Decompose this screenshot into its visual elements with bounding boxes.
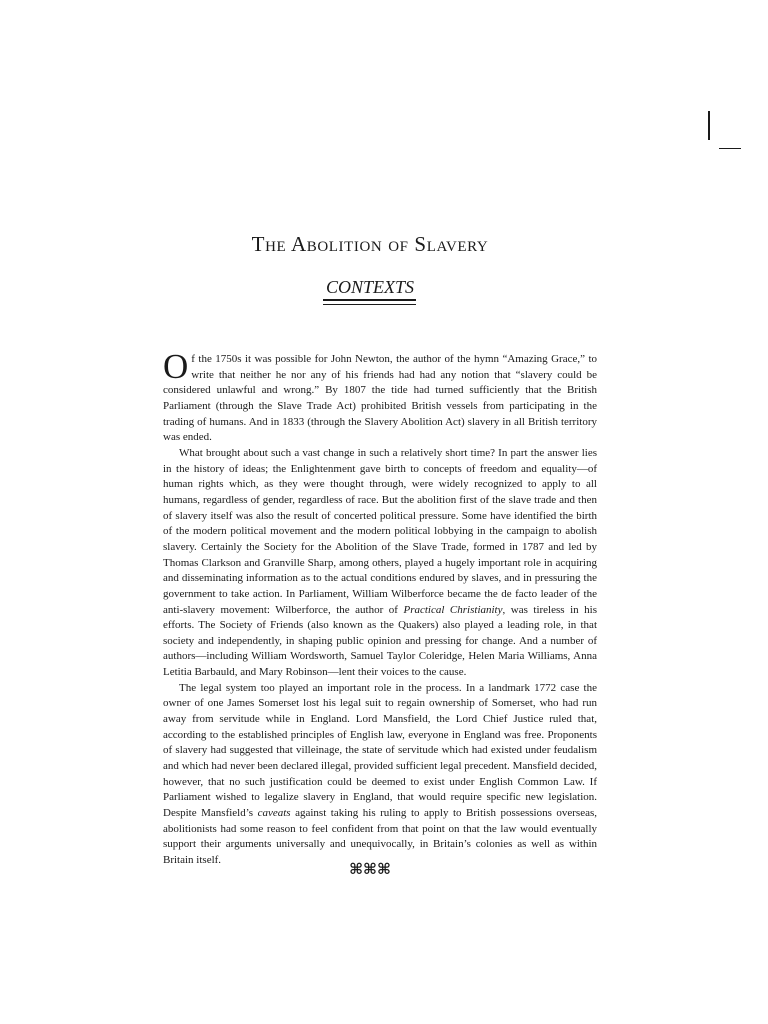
paragraph-1-text: f the 1750s it was possible for John Newton, the author of the hymn “Amazing Grace,” to write that neither he nor any of his friends had had any notion that “slavery could be considered unlawful and wrong.” By 1807 the tide had turned sufficiently that the British Parliament (through the Slave Trade Act) prohibited British vessels from participating in the trading of humans. And in 1833 (through the Slavery Abolition Act) slavery in all British territory was ended. <box>163 353 597 444</box>
paragraph-2-text-before: What brought about such a vast change in such a relatively short time? In part the answer lies in the history of ideas; the Enlightenment gave birth to concepts of freedom and equality—of human rights which, as they were thought through, were widely recognized to apply to all humans, regardless of gender, regardless of race. But the abolition first of the slave trade and then of slavery itself was also the result of concerted political pressure. Some have identified the birth of the modern political movement and the modern political lobbying in the campaign to abolish slavery. Certainly the Society for the Abolition of the Slave Trade, formed in 1787 and led by Thomas Clarkson and Granville Sharp, among others, played a hugely important role in acquiring and disseminating information as to the actual conditions endured by slaves, and in pressuring the government to take action. In Parliament, William Wilberforce became the de facto leader of the anti-slavery movement: Wilberforce, the author of <box>163 446 597 616</box>
crop-mark-horizontal <box>719 148 741 149</box>
paragraph-1 <box>163 347 597 446</box>
paragraph-2 <box>163 446 597 681</box>
paragraph-2-italic: Practical Christianity <box>403 603 503 616</box>
paragraph-3-text-before: The legal system too played an important role in the process. In a landmark 1772 case the owner of one James Somerset lost his legal suit to regain ownership of Somerset, who had run away from servitude while in England. Lord Mansfield, the Lord Chief Justice ruled that, according to the established principles of English law, everyone in England was free. Proponents of slavery had suggested that villeinage, the state of servitude which had existed under feudalism and which had never been declared illegal, provided sufficient legal precedent. Mansfield decided, however, that no such justification could be deemed to exist under English Common Law. If Parliament wished to legalize slavery in England, that would require specific new legislation. Despite Mansfield’s <box>163 681 597 820</box>
paragraph-3 <box>163 681 597 869</box>
paragraph-3-text-after: against taking his ruling to apply to British possessions overseas, abolitionists had some reason to feel confident from that point on that the law would eventually support their arguments universally and unequivocally, in Britain’s colonies as well as within Britain itself. <box>163 807 598 866</box>
paragraph-2-text-after: , was tireless in his efforts. The Society of Friends (also known as the Quakers) also played a leading role, in that society and independently, in shaping public opinion and pressing for change. And a number of authors—including William Wordsworth, Samuel Taylor Coleridge, Helen Maria Williams, Anna Letitia Barbauld, and Mary Robinson—lent their voices to the cause. <box>163 603 597 679</box>
subtitle-rule-thick <box>323 299 416 301</box>
section-subtitle: CONTEXTS <box>325 277 415 297</box>
page-title: The Abolition of Slavery <box>251 232 489 256</box>
article-body <box>163 347 598 869</box>
section-ornament: ⌘⌘⌘ <box>349 860 391 878</box>
paragraph-3-italic: caveats <box>257 807 291 820</box>
crop-mark-vertical <box>708 111 710 140</box>
subtitle-rule-thin <box>323 304 416 305</box>
drop-cap: O <box>163 347 189 386</box>
